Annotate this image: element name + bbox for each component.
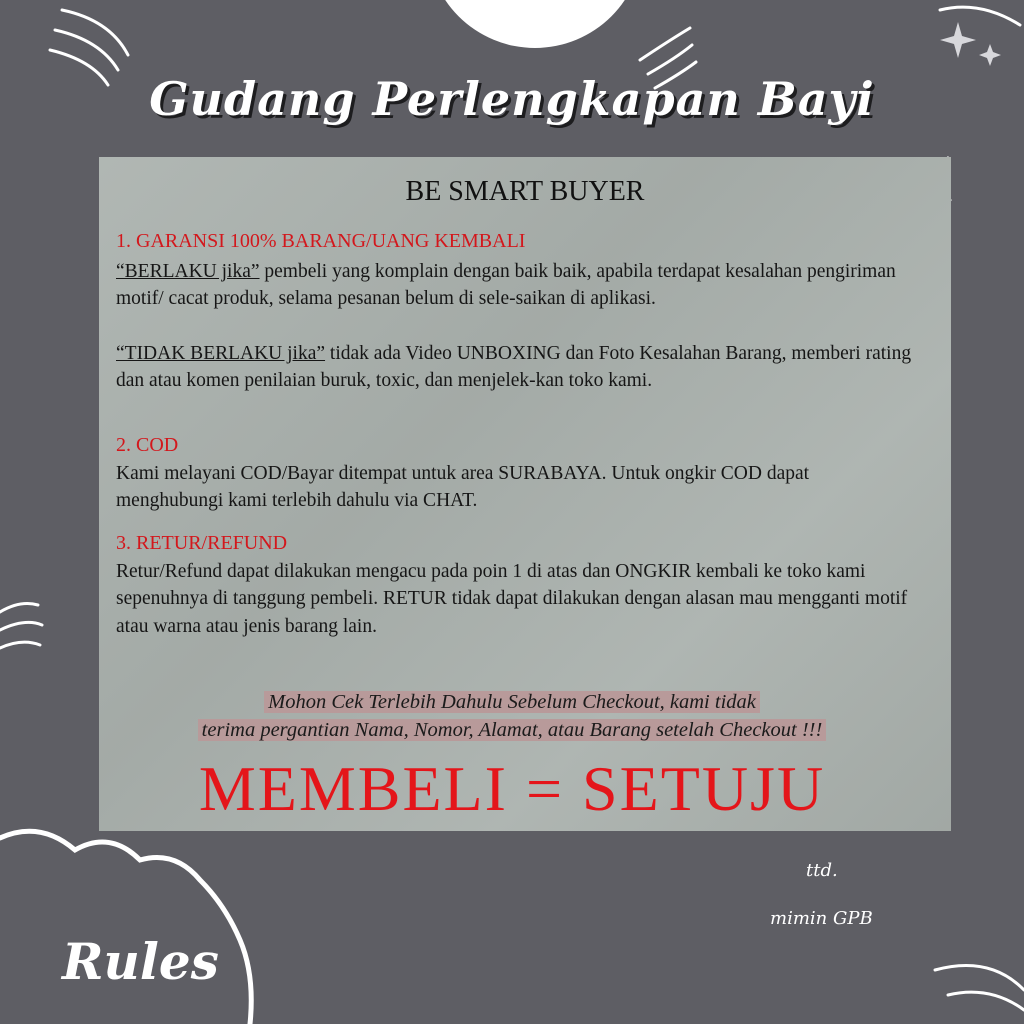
section-text-garansi-berlaku	[116, 258, 916, 313]
page-title: Gudang Perlengkapan Bayi	[149, 72, 875, 126]
checkout-note-line2: terima pergantian Nama, Nomor, Alamat, atau Barang setelah Checkout !!!	[198, 719, 827, 741]
section-heading-garansi: 1. GARANSI 100% BARANG/UANG KEMBALI	[116, 230, 526, 252]
section-heading-cod: 2. COD	[116, 434, 179, 456]
sparkle-icon	[940, 22, 1001, 66]
tidak-berlaku-text: tidak ada Video UNBOXING dan Foto Kesalahan Barang, memberi rating dan atau komen penilaian buruk, toxic, dan menjelek-kan toko kami.	[116, 343, 912, 392]
tidak-berlaku-label: “TIDAK BERLAKU jika”	[116, 343, 326, 364]
section-heading-retur: 3. RETUR/REFUND	[116, 532, 288, 554]
signature-ttd: ttd.	[806, 860, 838, 881]
signature-name: mimin GPB	[770, 908, 873, 929]
section-text-cod: Kami melayani COD/Bayar ditempat untuk area SURABAYA. Untuk ongkir COD dapat menghubungi kami terlebih dahulu via CHAT.	[116, 463, 810, 512]
moon-circle	[427, 0, 643, 48]
section-text-retur: Retur/Refund dapat dilakukan mengacu pada poin 1 di atas dan ONGKIR kembali ke toko kami sepenuhnya di tanggung pembeli. RETUR tidak dapat dilakukan dengan alasan mau mengganti motif atau warna atau jenis barang lain.	[116, 561, 908, 637]
berlaku-text: pembeli yang komplain dengan baik baik, apabila terdapat kesalahan pengiriman motif/ cacat produk, selama pesanan belum di sele-saikan di aplikasi.	[116, 261, 896, 310]
card-title: BE SMART BUYER	[405, 176, 645, 207]
rules-label: Rules	[62, 932, 219, 991]
checkout-note-line1: Mohon Cek Terlebih Dahulu Sebelum Checkout, kami tidak	[264, 691, 760, 713]
slogan: MEMBELI = SETUJU	[198, 753, 826, 824]
berlaku-label: “BERLAKU jika”	[116, 261, 260, 282]
cloud-outline-decoration	[0, 831, 251, 1024]
section-text-garansi-tidak	[116, 340, 916, 395]
checkout-note	[0, 688, 1024, 744]
